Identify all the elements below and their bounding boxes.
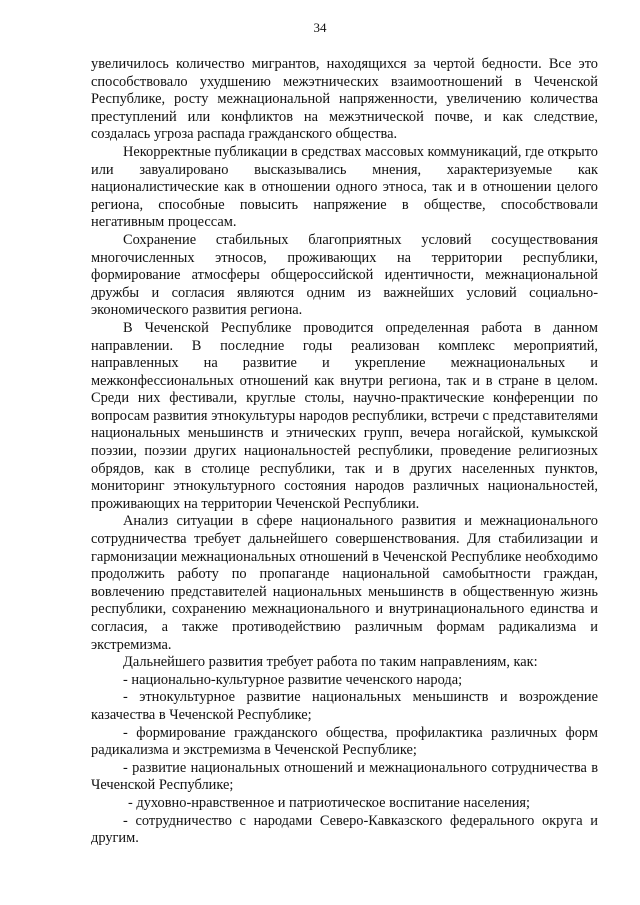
paragraph-continuation: увеличилось количество мигрантов, находящихся за чертой бедности. Все это способствовало ухудшению межэтнических взаимоотношений в Чеченской Республике, росту межнациональной напряженности, увеличению количества преступлений или конфликтов на межэтнической почве, и как следствие, создалась угроза распада гражданского общества. (91, 56, 598, 143)
document-body (91, 56, 598, 848)
list-item: - национально-культурное развитие чеченского народа; (123, 671, 463, 688)
page-number: 34 (313, 20, 327, 35)
paragraph-measures: В Чеченской Республике проводится определенная работа в данном направлении. В последние годы реализован комплекс мероприятий, направленных на развитие и укрепление межнациональных и межконфессиональных отношений как внутри региона, так и в стране в целом. Среди них фестивали, круглые столы, научно-практические конференции по вопросам развития этнокультуры народов республики, встречи с представителями национальных меньшинств и этнических групп, вечера ногайской, кумыкской поэзии, поэзии других национальностей республики, проведение религиозных обрядов, как в столице республики, так и в других населенных пунктов, мониторинг этнокультурного состояния народов различных национальностей, проживающих на территории Чеченской Республики. (91, 319, 598, 512)
list-item: - сотрудничество с народами Северо-Кавказского федерального округа и другим. (91, 812, 598, 847)
paragraph-publications: Некорректные публикации в средствах массовых коммуникаций, где открыто или завуалировано высказывались мнения, характеризуемые как националистические как в отношении одного этноса, так и в отношении целого региона, способные повысить напряжение в обществе, способствовали негативным процессам. (91, 143, 598, 231)
list-item: - духовно-нравственное и патриотическое воспитание населения; (128, 794, 531, 811)
paragraph-stability: Сохранение стабильных благоприятных условий сосуществования многочисленных этносов, проживающих на территории республики, формирование атмосферы общероссийской идентичности, межнациональной дружбы и согласия являются одним из важнейших условий социально-экономического развития региона. (91, 231, 598, 319)
paragraph-directions-intro: Дальнейшего развития требует работа по таким направлениям, как: (123, 654, 538, 671)
list-item: - этнокультурное развитие национальных меньшинств и возрождение казачества в Чеченской Республике; (91, 689, 598, 723)
paragraph-analysis: Анализ ситуации в сфере национального развития и межнационального сотрудничества требует дальнейшего совершенствования. Для стабилизации и гармонизации межнациональных отношений в Чеченской Республике необходимо продолжить работу по пропаганде национальной самобытности граждан, вовлечению представителей национальных меньшинств в общественную жизнь республики, сохранению межнационального и внутринационального единства и согласия, а также противодействию различным формам радикализма и экстремизма. (91, 513, 598, 653)
list-item: - развитие национальных отношений и межнационального сотрудничества в Чеченской Республике; (91, 759, 598, 794)
list-item: - формирование гражданского общества, профилактика различных форм радикализма и экстремизма в Чеченской Республике; (91, 724, 598, 759)
